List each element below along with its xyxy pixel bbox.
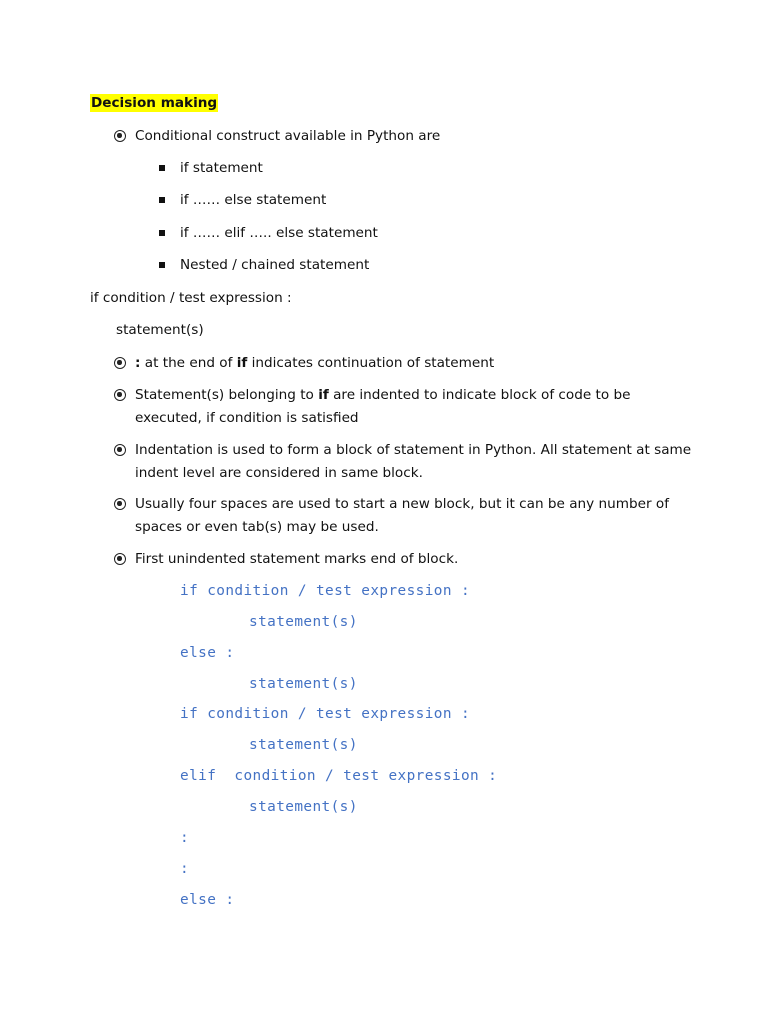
construct-item: if …… else statement bbox=[180, 192, 327, 208]
code-line-indented: statement(s) bbox=[249, 737, 358, 753]
code-line: else : bbox=[180, 892, 235, 908]
square-bullet-icon bbox=[159, 230, 165, 236]
target-bullet-icon bbox=[114, 130, 126, 142]
square-bullet-icon bbox=[159, 197, 165, 203]
note-text: are indented to indicate block of code to be executed, if condition is satisfied bbox=[135, 387, 631, 426]
note-text: indicates continuation of statement bbox=[247, 355, 495, 371]
code-line: : bbox=[180, 861, 190, 877]
code-line: elif condition / test expression : bbox=[180, 768, 498, 784]
code-line-indented: statement(s) bbox=[249, 676, 358, 692]
construct-item: Nested / chained statement bbox=[180, 257, 370, 273]
target-bullet-icon bbox=[114, 357, 126, 369]
intro-text: Conditional construct available in Python are bbox=[135, 128, 441, 144]
construct-item: if statement bbox=[180, 160, 263, 176]
code-line: else : bbox=[180, 645, 235, 661]
construct-item: if …… elif ….. else statement bbox=[180, 225, 378, 241]
square-bullet-icon bbox=[159, 262, 165, 268]
note-text: at the end of bbox=[140, 355, 237, 371]
target-bullet-icon bbox=[114, 498, 126, 510]
code-line: : bbox=[180, 830, 190, 846]
note-spaces: Usually four spaces are used to start a new block, but it can be any number of spaces or even tab(s) may be used. bbox=[135, 496, 670, 535]
note-colon bbox=[135, 354, 494, 372]
note-text: Statement(s) belonging to bbox=[135, 387, 319, 403]
code-line: if condition / test expression : bbox=[180, 583, 471, 599]
bold-text: if bbox=[318, 387, 329, 403]
square-bullet-icon bbox=[159, 165, 165, 171]
section-heading: Decision making bbox=[91, 95, 218, 111]
note-unindented: First unindented statement marks end of block. bbox=[135, 551, 459, 567]
code-line: if condition / test expression : bbox=[180, 706, 471, 722]
code-line-indented: statement(s) bbox=[249, 614, 358, 630]
target-bullet-icon bbox=[114, 553, 126, 565]
bold-text: : bbox=[135, 355, 141, 371]
syntax-line: if condition / test expression : bbox=[90, 290, 292, 306]
note-indent-block bbox=[135, 384, 695, 430]
bold-text: if bbox=[236, 355, 248, 371]
target-bullet-icon bbox=[114, 444, 126, 456]
code-line-indented: statement(s) bbox=[249, 799, 358, 815]
syntax-line-indented: statement(s) bbox=[116, 322, 204, 338]
note-indentation: Indentation is used to form a block of statement in Python. All statement at same indent level are considered in same block. bbox=[135, 442, 692, 481]
target-bullet-icon bbox=[114, 389, 126, 401]
